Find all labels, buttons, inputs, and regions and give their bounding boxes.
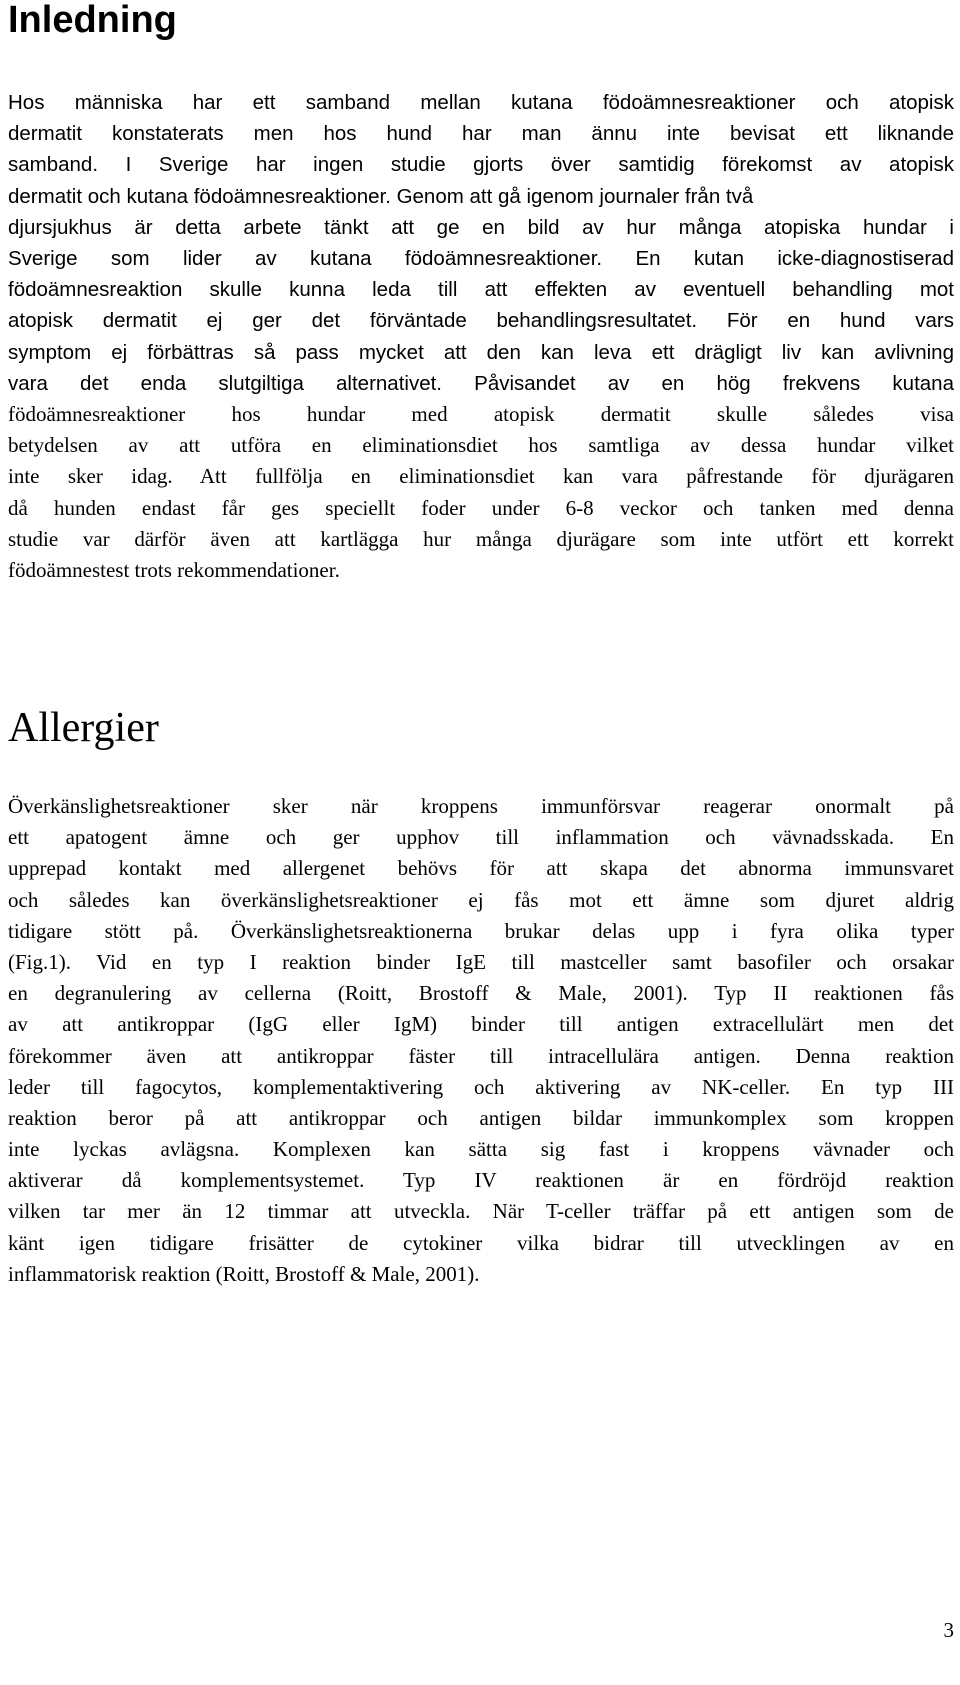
text-line: Överkänslighetsreaktioner sker när kroppens immunförsvar reagerar onormalt på: [8, 794, 954, 818]
text-line: Hos människa har ett samband mellan kutana födoämnesreaktioner och atopisk: [8, 91, 954, 114]
text-line: reaktion beror på att antikroppar och antigen bildar immunkomplex som kroppen: [8, 1105, 954, 1130]
text-line: inte sker idag. Att fullfölja en eliminationsdiet kan vara påfrestande för djurägaren: [8, 464, 954, 489]
text-line: (Fig.1). Vid en typ I reaktion binder IgE till mastceller samt basofiler och orsakar: [8, 949, 954, 974]
section-heading-allergier: Allergier: [8, 705, 159, 751]
text-line: då hunden endast får ges speciellt foder under 6-8 veckor och tanken med denna: [8, 495, 954, 520]
text-line: atopisk dermatit ej ger det förväntade behandlingsresultatet. För en hund vars: [8, 309, 954, 333]
text-line: förekommer även att antikroppar fäster till intracellulära antigen. Denna reaktion: [8, 1043, 954, 1068]
text-line: inte lyckas avlägsna. Komplexen kan sätta sig fast i kroppens vävnader och: [8, 1137, 954, 1162]
text-line: symptom ej förbättras så pass mycket att den kan leva ett drägligt liv kan avlivning: [8, 340, 954, 364]
text-line: studie var därför även att kartlägga hur många djurägare som inte utfört ett korrekt: [8, 526, 954, 551]
text-line: djursjukhus är detta arbete tänkt att ge en bild av hur många atopiska hundar i: [8, 215, 954, 239]
text-line: känt igen tidigare frisätter de cytokiner vilka bidrar till utvecklingen av en: [8, 1230, 954, 1255]
text-line: leder till fagocytos, komplementaktivering och aktivering av NK-celler. En typ III: [8, 1074, 954, 1099]
text-line: födoämnestest trots rekommendationer.: [8, 557, 340, 582]
text-line: och således kan överkänslighetsreaktioner ej fås mot ett ämne som djuret aldrig: [8, 887, 954, 912]
paragraph-inledning-continued: [8, 399, 954, 586]
page-number: 3: [943, 1618, 954, 1642]
text-line: inflammatorisk reaktion (Roitt, Brostoff & Male, 2001).: [8, 1261, 480, 1286]
text-line: vara det enda slutgiltiga alternativet. Påvisandet av en hög frekvens kutana: [8, 371, 954, 395]
text-line: dermatit konstaterats men hos hund har man ännu inte bevisat ett liknande: [8, 122, 954, 146]
text-line: vilken tar mer än 12 timmar att utveckla. När T-celler träffar på ett antigen som de: [8, 1199, 954, 1224]
text-line: Sverige som lider av kutana födoämnesreaktioner. En kutan icke-diagnostiserad: [8, 246, 954, 270]
text-line: samband. I Sverige har ingen studie gjorts över samtidig förekomst av atopisk: [8, 153, 954, 177]
text-line: födoämnesreaktioner hos hundar med atopisk dermatit skulle således visa: [8, 402, 954, 426]
section-heading-inledning: Inledning: [8, 0, 177, 41]
text-line: ett apatogent ämne och ger upphov till inflammation och vävnadsskada. En: [8, 825, 954, 850]
paragraph-allergier: [8, 791, 954, 1290]
text-line: dermatit och kutana födoämnesreaktioner. Genom att gå igenom journaler från två: [8, 184, 754, 208]
paragraph-inledning: [8, 87, 954, 399]
text-line: tidigare stött på. Överkänslighetsreaktionerna brukar delas upp i fyra olika typer: [8, 918, 954, 943]
text-line: en degranulering av cellerna (Roitt, Brostoff & Male, 2001). Typ II reaktionen fås: [8, 981, 954, 1006]
text-line: upprepad kontakt med allergenet behövs för att skapa det abnorma immunsvaret: [8, 856, 954, 881]
text-line: av att antikroppar (IgG eller IgM) binder till antigen extracellulärt men det: [8, 1012, 954, 1037]
text-line: aktiverar då komplementsystemet. Typ IV reaktionen är en fördröjd reaktion: [8, 1168, 954, 1193]
text-line: betydelsen av att utföra en eliminationsdiet hos samtliga av dessa hundar vilket: [8, 433, 954, 458]
text-line: födoämnesreaktion skulle kunna leda till att effekten av eventuell behandling mot: [8, 278, 954, 302]
